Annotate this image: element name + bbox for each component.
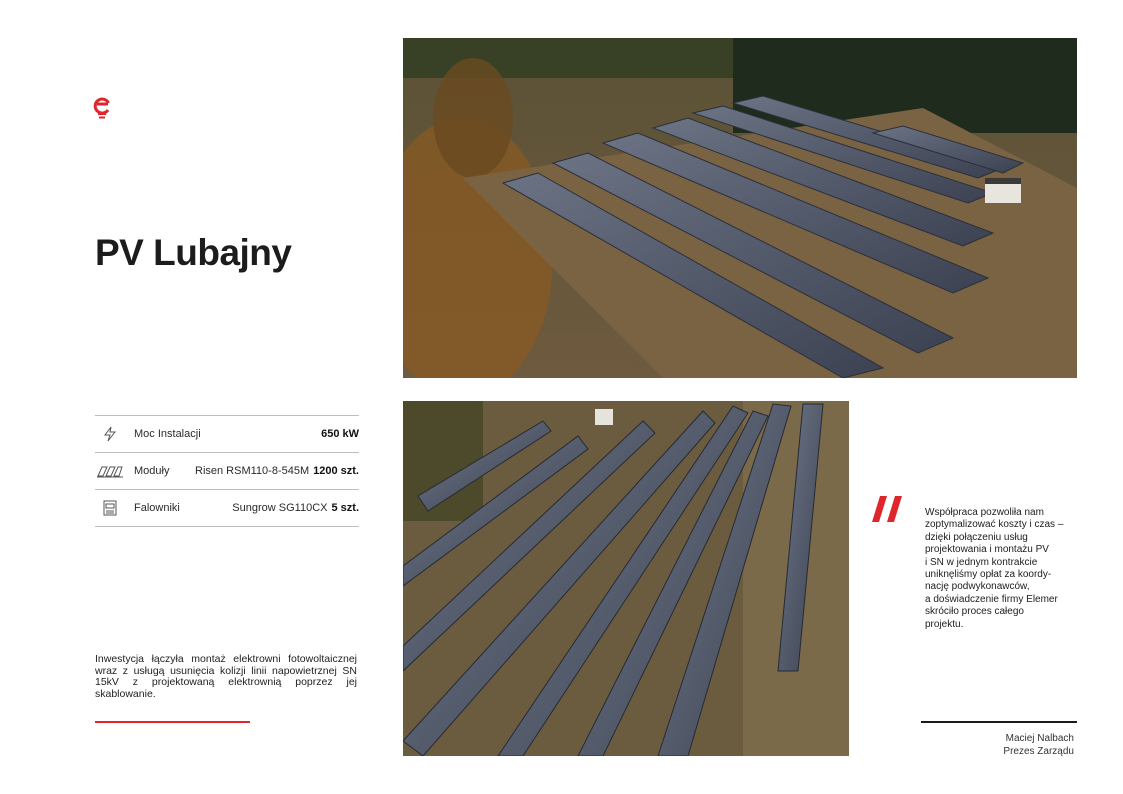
spec-row-power bbox=[95, 415, 359, 452]
spec-label: Moc Instalacji bbox=[134, 428, 201, 440]
elemer-bulb-icon bbox=[93, 93, 113, 123]
quote-author: Maciej Nalbach bbox=[1005, 733, 1074, 744]
solar-modules-icon bbox=[95, 464, 125, 478]
specifications-table bbox=[95, 415, 359, 527]
quote-mark-icon bbox=[871, 496, 905, 527]
spec-label: Falowniki bbox=[134, 502, 180, 514]
spec-value: 650 kW bbox=[321, 428, 359, 440]
solar-panel-rows-photo bbox=[403, 401, 849, 756]
testimonial-quote: Współpraca pozwoliła nam zoptymalizować koszty i czas – dzięki połączeniu usług projektowania i montażu PV i SN w jednym kontrakcie uniknęliśmy opłat za koordy- nację podwykonawców, a doświadczenie firmy Elemer skróciło proces całego projektu. bbox=[925, 507, 1064, 630]
inverter-icon bbox=[95, 500, 125, 516]
accent-divider bbox=[95, 721, 250, 723]
page-title: PV Lubajny bbox=[95, 232, 292, 273]
spec-detail: Risen RSM110-8-545M bbox=[195, 465, 310, 477]
solar-farm-aerial-photo bbox=[403, 38, 1077, 378]
spec-value: 5 szt. bbox=[331, 502, 359, 514]
spec-row-inverters bbox=[95, 489, 359, 527]
signature-divider bbox=[921, 721, 1077, 723]
project-description: Inwestycja łączyła montaż elektrowni fotowoltaicznej wraz z usługą usunięcia kolizji linii napowietrznej SN 15kV z projektowaną elektrownią poprzez jej skablowanie. bbox=[95, 653, 357, 700]
spec-label: Moduły bbox=[134, 465, 170, 477]
spec-value: 1200 szt. bbox=[313, 465, 359, 477]
quote-author-role: Prezes Zarządu bbox=[1003, 746, 1074, 757]
lightning-icon bbox=[95, 426, 125, 442]
spec-detail: Sungrow SG110CX bbox=[232, 502, 328, 514]
spec-row-modules bbox=[95, 452, 359, 489]
company-logo bbox=[93, 93, 113, 123]
